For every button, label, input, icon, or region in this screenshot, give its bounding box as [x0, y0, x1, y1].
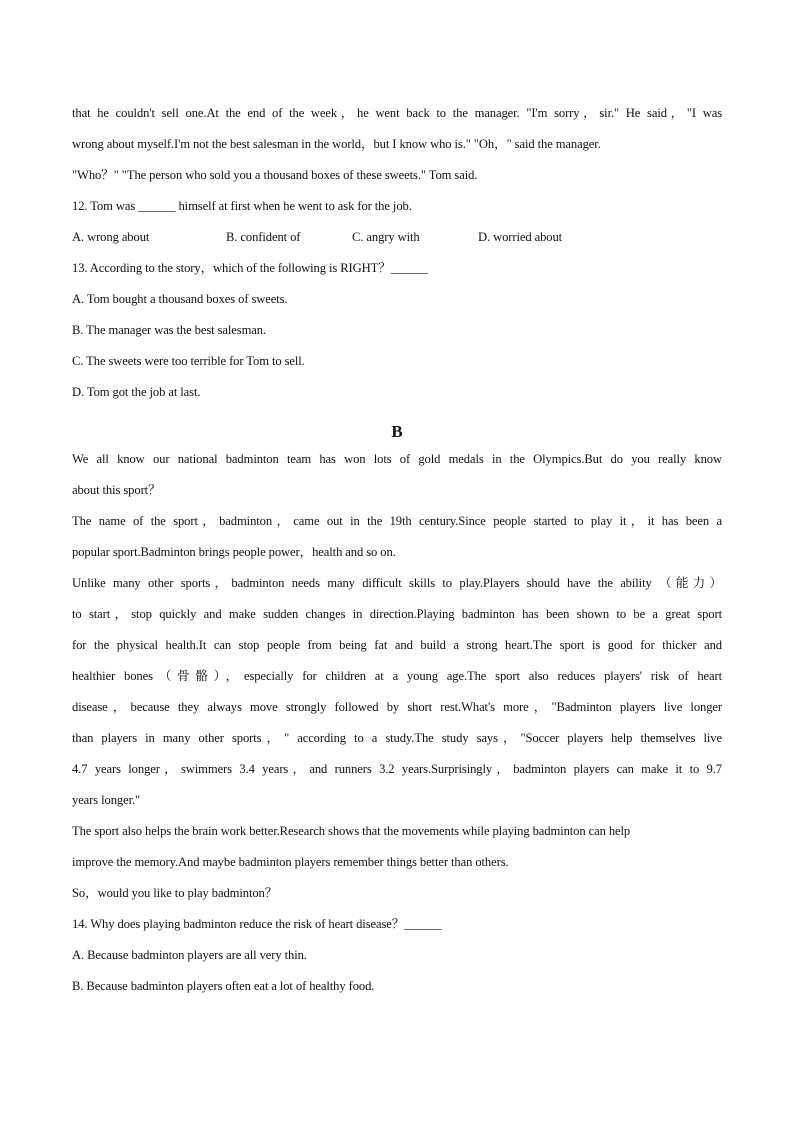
- option-a: A. Because badminton players are all very thin.: [72, 948, 307, 962]
- passage-b-line: disease，because they always move strongly followed by short rest.What's more，"Badminton players live longer: [72, 700, 722, 714]
- option-d: D. Tom got the job at last.: [72, 385, 201, 399]
- passage-b-line: The sport also helps the brain work better.Research shows that the movements while playing badminton can help: [72, 824, 631, 838]
- passage-b-line: So，would you like to play badminton？: [72, 886, 278, 900]
- section-b-heading: B: [391, 422, 403, 441]
- option-d: D. worried about: [478, 230, 563, 244]
- passage-b-line: years longer.": [72, 793, 141, 807]
- passage-b-line: 4.7 years longer，swimmers 3.4 years，and runners 3.2 years.Surprisingly，badminton players can make it to 9.7: [72, 762, 722, 776]
- option-b: B. The manager was the best salesman.: [72, 323, 267, 337]
- passage-b-line: improve the memory.And maybe badminton players remember things better than others.: [72, 855, 509, 869]
- question-14-stem: 14. Why does playing badminton reduce the risk of heart disease？______: [72, 917, 442, 931]
- passage-a-line: that he couldn't sell one.At the end of the week，he went back to the manager. "I'm sorry，sir." He said，"I was: [72, 106, 722, 120]
- passage-a-line: wrong about myself.I'm not the best salesman in the world，but I know who is." "Oh，" said the manager.: [72, 137, 601, 151]
- option-b: B. confident of: [226, 230, 301, 244]
- option-a: A. wrong about: [72, 230, 150, 244]
- passage-b-line: to start，stop quickly and make sudden changes in direction.Playing badminton has been shown to be a great sport: [72, 607, 722, 621]
- option-c: C. The sweets were too terrible for Tom to sell.: [72, 354, 305, 368]
- passage-b-line: for the physical health.It can stop people from being fat and build a strong heart.The sport is good for thicker and: [72, 638, 722, 652]
- passage-b-line: about this sport？: [72, 483, 161, 497]
- passage-a-line: "Who？" "The person who sold you a thousand boxes of these sweets." Tom said.: [72, 168, 478, 182]
- passage-b-line: than players in many other sports，" according to a study.The study says，"Soccer players help themselves live: [72, 731, 722, 745]
- question-12-options: [72, 225, 722, 256]
- passage-b-line: healthier bones（骨骼），especially for children at a young age.The sport also reduces players' risk of heart: [72, 669, 722, 683]
- passage-b-line: We all know our national badminton team has won lots of gold medals in the Olympics.But do you really know: [72, 452, 722, 466]
- option-c: C. angry with: [352, 230, 420, 244]
- question-13-stem: 13. According to the story，which of the following is RIGHT？______: [72, 261, 428, 275]
- passage-b-line: popular sport.Badminton brings people power，health and so on.: [72, 545, 396, 559]
- option-a: A. Tom bought a thousand boxes of sweets.: [72, 292, 288, 306]
- option-b: B. Because badminton players often eat a lot of healthy food.: [72, 979, 375, 993]
- document-page: [72, 101, 722, 1005]
- question-12-stem: 12. Tom was ______ himself at first when he went to ask for the job.: [72, 199, 412, 213]
- passage-b-line: Unlike many other sports，badminton needs many difficult skills to play.Players should have the ability （能力）: [72, 576, 722, 590]
- passage-b-line: The name of the sport，badminton，came out in the 19th century.Since people started to play it，it has been a: [72, 514, 722, 528]
